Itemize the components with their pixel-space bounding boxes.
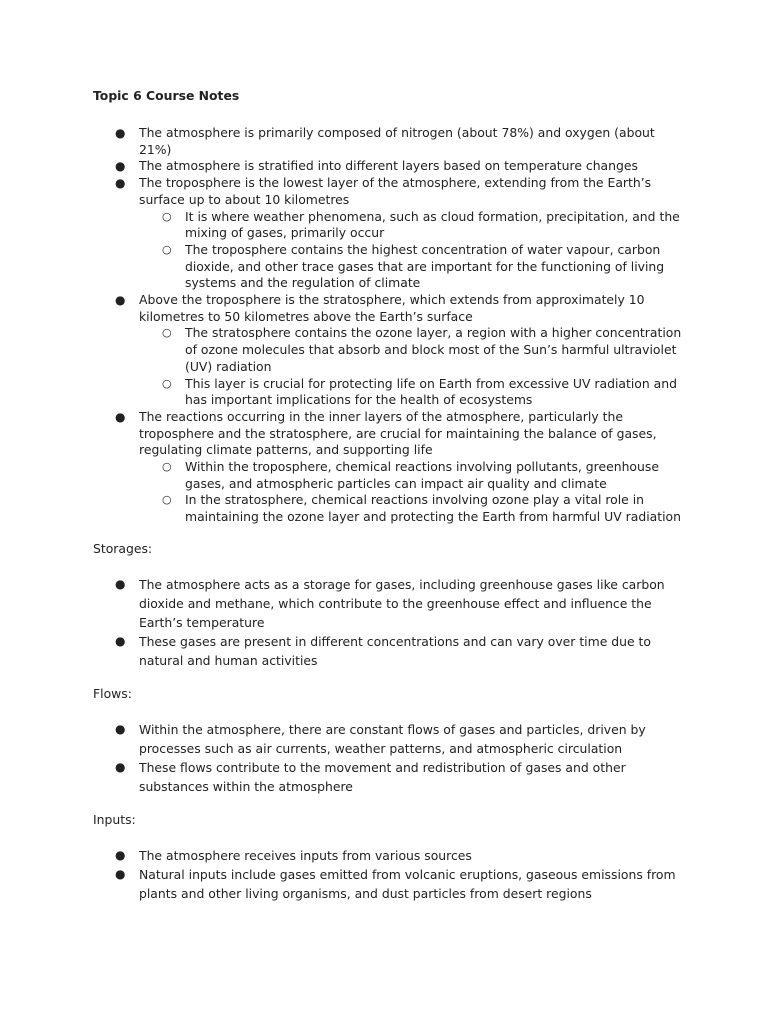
sub-list-item-text: In the stratosphere, chemical reactions involving ozone play a vital role in maintaining the ozone layer and protecting the Earth from harmful UV radiation <box>185 492 681 525</box>
sub-list-item <box>139 325 683 375</box>
bullet-icon: ● <box>115 126 126 140</box>
list-item <box>93 632 683 670</box>
bullet-icon: ● <box>115 176 126 191</box>
circle-bullet-icon: ○ <box>162 460 172 474</box>
sub-list-item <box>139 492 683 525</box>
bullet-icon: ● <box>115 159 126 174</box>
sub-list-item-text: The troposphere contains the highest concentration of water vapour, carbon dioxide, and other trace gases that are important for the functioning of living systems and the regulation of climate <box>185 241 665 291</box>
list-item-text: Above the troposphere is the stratosphere, which extends from approximately 10 kilometres to 50 kilometres above the Earth’s surface <box>139 292 645 324</box>
list-item <box>93 720 683 758</box>
list-item-text: The troposphere is the lowest layer of the atmosphere, extending from the Earth’s surface up to about 10 kilometres <box>139 175 652 207</box>
circle-bullet-icon: ○ <box>162 326 172 340</box>
document-title: Topic 6 Course Notes <box>93 88 240 103</box>
list-item <box>93 175 683 292</box>
sub-list-item-text: It is where weather phenomena, such as cloud formation, precipitation, and the mixing of gases, primarily occur <box>185 208 680 241</box>
list-item-text: These gases are present in different concentrations and can vary over time due to natural and human activities <box>139 634 651 669</box>
list-item-text: The atmosphere receives inputs from various sources <box>139 847 472 863</box>
sub-list <box>139 459 683 526</box>
sub-list-item-text: This layer is crucial for protecting life on Earth from excessive UV radiation and has important implications for the health of ecosystems <box>185 375 677 408</box>
list-item <box>93 292 683 409</box>
document-content <box>93 88 683 904</box>
bullet-icon: ● <box>115 760 126 775</box>
list-item <box>93 575 683 632</box>
list-item-text: The atmosphere is stratified into different layers based on temperature changes <box>139 158 638 174</box>
sub-list-item <box>139 376 683 409</box>
bullet-icon: ● <box>115 867 126 882</box>
list-item-text: The reactions occurring in the inner layers of the atmosphere, particularly the troposphere and the stratosphere, are crucial for maintaining the balance of gases, regulating climate patterns, and supporting life <box>139 408 657 458</box>
section-heading-inputs: Inputs: <box>93 811 136 827</box>
sub-list-item-text: Within the troposphere, chemical reactions involving pollutants, greenhouse gases, and atmospheric particles can impact air quality and climate <box>185 459 659 491</box>
section-heading-flows: Flows: <box>93 685 132 701</box>
sub-list <box>139 209 683 293</box>
sub-list <box>139 325 683 409</box>
sub-list-item <box>139 209 683 242</box>
list-item <box>93 409 683 526</box>
list-item <box>93 158 683 175</box>
list-item <box>93 758 683 796</box>
storages-list <box>93 575 683 671</box>
circle-bullet-icon: ○ <box>162 493 172 507</box>
list-item-text: Natural inputs include gases emitted from volcanic eruptions, gaseous emissions from plants and other living organisms, and dust particles from desert regions <box>139 867 676 902</box>
bullet-icon: ● <box>115 409 126 424</box>
sub-list-item <box>139 242 683 292</box>
list-item-text: The atmosphere is primarily composed of nitrogen (about 78%) and oxygen (about 21%) <box>139 125 655 157</box>
circle-bullet-icon: ○ <box>162 242 172 256</box>
circle-bullet-icon: ○ <box>162 209 172 223</box>
bullet-icon: ● <box>115 847 126 862</box>
bullet-icon: ● <box>115 721 126 736</box>
bullet-icon: ● <box>115 634 126 649</box>
list-item-text: The atmosphere acts as a storage for gases, including greenhouse gases like carbon dioxide and methane, which contribute to the greenhouse effect and influence the Earth’s temperature <box>139 576 665 630</box>
inputs-list <box>93 846 683 904</box>
sub-list-item-text: The stratosphere contains the ozone layer, a region with a higher concentration of ozone molecules that absorb and block most of the Sun’s harmful ultraviolet (UV) radiation <box>185 325 682 374</box>
sub-list-item <box>139 459 683 492</box>
list-item <box>93 125 683 158</box>
intro-list <box>93 125 683 526</box>
bullet-icon: ● <box>115 576 126 591</box>
flows-list <box>93 720 683 797</box>
list-item <box>93 846 683 865</box>
list-item-text: These flows contribute to the movement and redistribution of gases and other substances within the atmosphere <box>139 760 626 795</box>
section-heading-storages: Storages: <box>93 540 153 556</box>
circle-bullet-icon: ○ <box>162 376 172 390</box>
list-item <box>93 865 683 903</box>
bullet-icon: ● <box>115 293 126 308</box>
list-item-text: Within the atmosphere, there are constant flows of gases and particles, driven by processes such as air currents, weather patterns, and atmospheric circulation <box>139 721 646 756</box>
